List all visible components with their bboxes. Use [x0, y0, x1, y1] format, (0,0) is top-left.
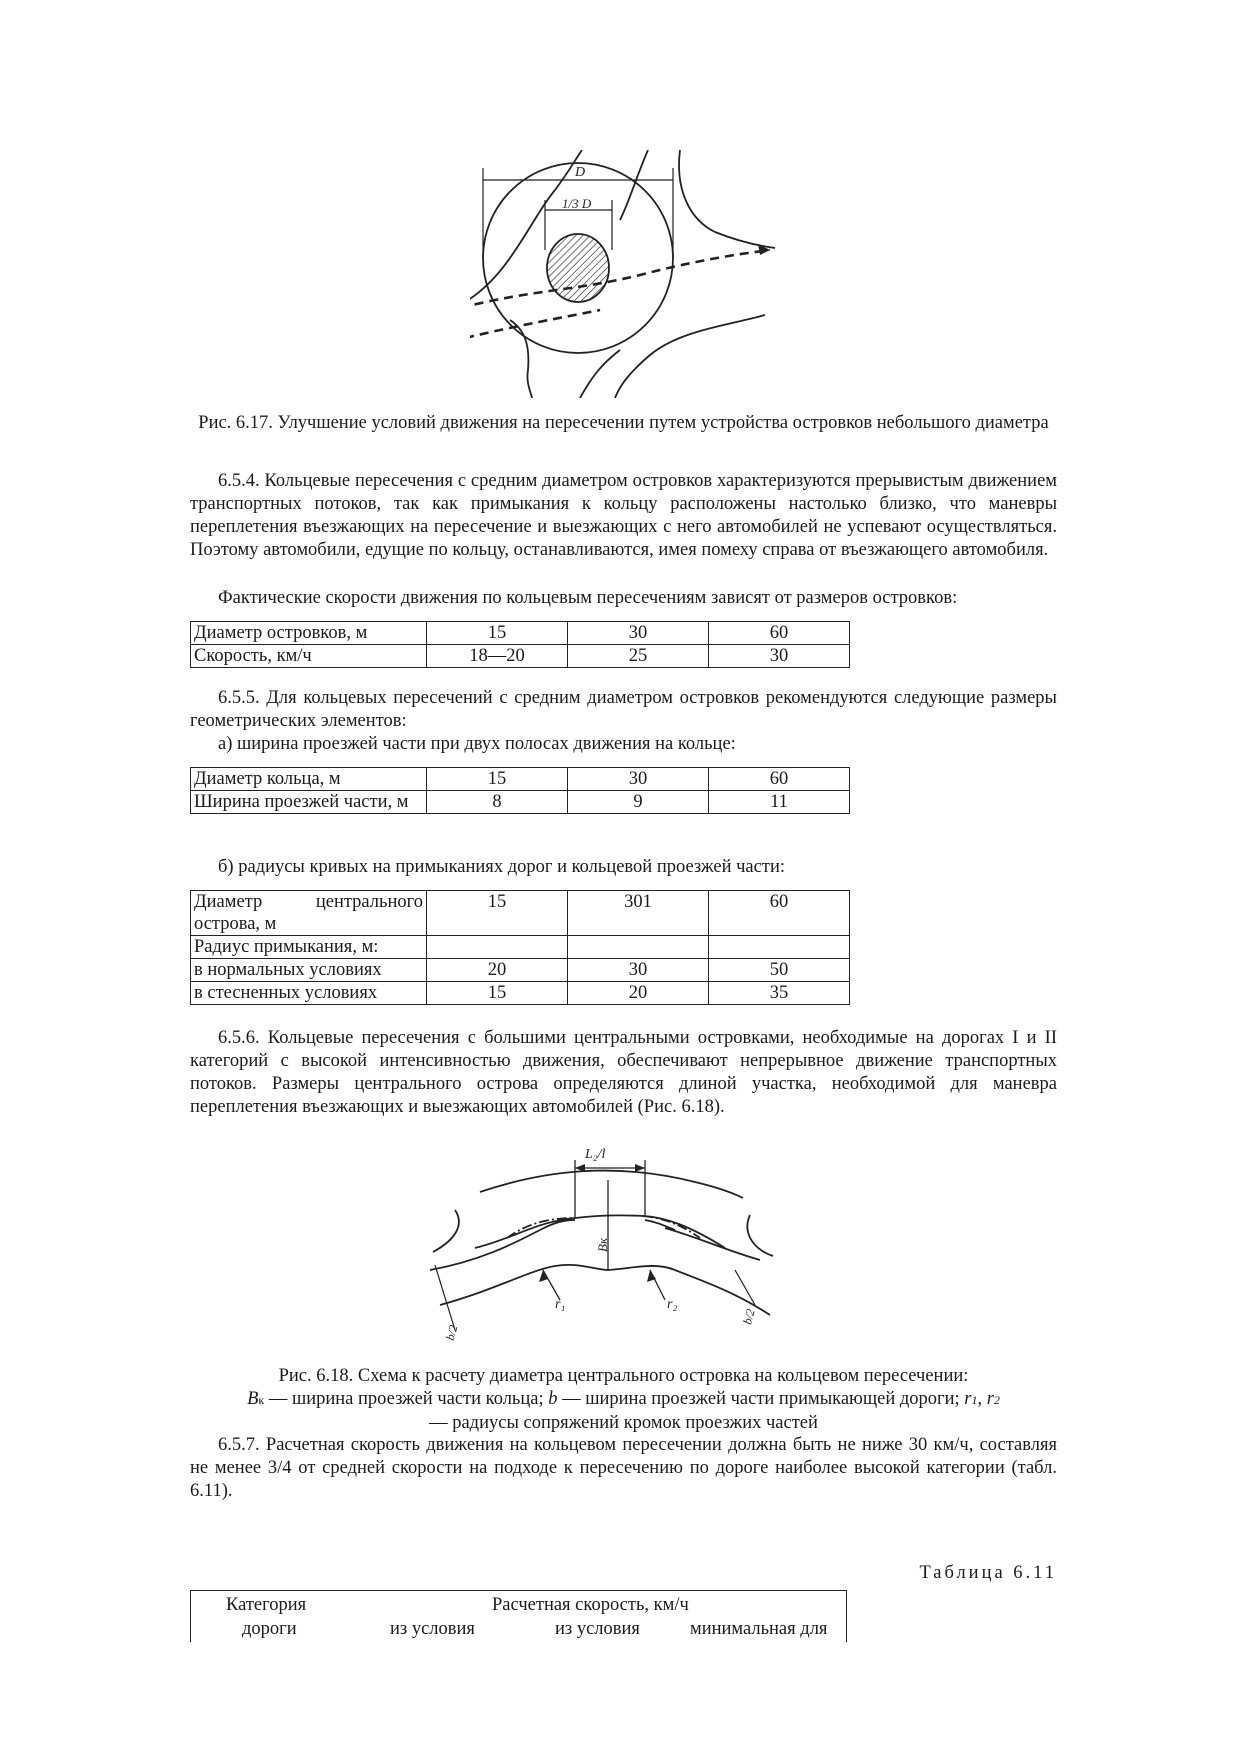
table-cell: Диаметр центрального острова, м [191, 891, 427, 936]
paragraph-6-5-7: 6.5.7. Расчетная скорость движения на кольцевом пересечении должна быть не ниже 30 км/ч, составляя не менее 3/4 от средней скорости на подходе к пересечению по дороге наиболее высокой категории (табл. 6.11). [190, 1435, 1057, 1501]
table-cell: 18—20 [427, 645, 568, 668]
figure-6-17-caption: Рис. 6.17. Улучшение условий движения на пересечении путем устройства островков небольшого диаметра [198, 413, 1049, 433]
column-header-speed: Расчетная скорость, км/ч [492, 1595, 689, 1615]
table-cell: 15 [427, 768, 568, 791]
ring-width-label: Bк [595, 1237, 610, 1252]
caption-separator: , [977, 1389, 987, 1409]
table-cell: 11 [709, 791, 850, 814]
column-header-category: Категория [226, 1595, 307, 1615]
table-cell: 15 [427, 982, 568, 1005]
caption-line-1: Рис. 6.18. Схема к расчету диаметра центрального островка на кольцевом пересечении: [278, 1366, 969, 1386]
ring-calculation-diagram [425, 1130, 825, 1350]
subheader-condition-1: из условия [390, 1619, 475, 1639]
intersection-diagram [470, 150, 780, 398]
table-curve-radii [190, 890, 850, 1005]
table-island-speed [190, 621, 850, 668]
subheader-condition-2: из условия [555, 1619, 640, 1639]
figure-6-18-caption [190, 1365, 1057, 1435]
half-width-left-label: b/2 [442, 1323, 461, 1342]
radius-r2-label: r₂ [667, 1297, 678, 1312]
paragraph-6-5-5: 6.5.5. Для кольцевых пересечений с средним диаметром островков рекомендуются следующие размеры геометрических элементов: [190, 688, 1057, 731]
table-cell: 9 [568, 791, 709, 814]
caption-r2-symbol: r [986, 1389, 994, 1409]
caption-bk-symbol: B [247, 1389, 259, 1409]
table-row [191, 936, 850, 959]
table-row [191, 768, 850, 791]
caption-b-symbol: b [548, 1389, 558, 1409]
diameter-label: D [575, 165, 586, 180]
caption-line-3: — радиусы сопряжений кромок проезжих частей [429, 1413, 818, 1433]
caption-line-2 [190, 1388, 1057, 1412]
table-row [191, 622, 850, 645]
figure-6-18 [425, 1130, 825, 1350]
table-cell [568, 936, 709, 959]
table-cell: 30 [568, 959, 709, 982]
caption-r1-subscript: 1 [971, 1393, 978, 1407]
table-row [191, 645, 850, 668]
half-width-right-label: b/2 [740, 1307, 758, 1326]
table-cell: Диаметр кольца, м [191, 768, 427, 791]
table-cell: 15 [427, 622, 568, 645]
table-cell: Диаметр островков, м [191, 622, 427, 645]
caption-r1-symbol: r [964, 1389, 972, 1409]
paragraph-speeds-intro: Фактические скорости движения по кольцевым пересечениям зависят от размеров островков: [218, 588, 958, 608]
table-cell [427, 936, 568, 959]
column-header-category-2: дороги [242, 1619, 297, 1639]
table-row [191, 959, 850, 982]
table-cell [709, 936, 850, 959]
table-cell: 30 [568, 768, 709, 791]
figure-6-17 [470, 150, 780, 398]
table-row [191, 982, 850, 1005]
table-cell: 25 [568, 645, 709, 668]
table-cell: 60 [709, 622, 850, 645]
subheader-minimum: минимальная для [690, 1619, 828, 1639]
table-cell: Радиус примыкания, м: [191, 936, 427, 959]
table-cell: 15 [427, 891, 568, 936]
table-cell: 35 [709, 982, 850, 1005]
table-border [190, 1590, 847, 1591]
table-cell: Скорость, км/ч [191, 645, 427, 668]
table-cell: в нормальных условиях [191, 959, 427, 982]
table-border [846, 1590, 847, 1642]
table-cell: в стесненных условиях [191, 982, 427, 1005]
paragraph-6-5-6: 6.5.6. Кольцевые пересечения с большими центральными островками, необходимые на дорогах I и II категорий с высокой интенсивностью движения, обеспечивают непрерывное движение транспортных потоков. Размеры центрального острова определяются длиной участка, необходимой для маневра переплетения въезжающих и выезжающих автомобилей (Рис. 6.18). [190, 1028, 1057, 1117]
inner-diameter-label: 1/3 D [562, 196, 592, 211]
table-cell: 301 [568, 891, 709, 936]
table-6-11-title: Таблица 6.11 [919, 1563, 1057, 1583]
table-6-11 [190, 1590, 847, 1640]
table-cell: 20 [427, 959, 568, 982]
paragraph-6-5-4: 6.5.4. Кольцевые пересечения с средним диаметром островков характеризуются прерывистым движением транспортных потоков, так как примыкания к кольцу расположены настолько близко, что маневры переплетения въезжающих на пересечение и выезжающих с него автомобилей не успевают осуществляться. Поэтому автомобили, едущие по кольцу, останавливаются, имея помеху справа от въезжающего автомобиля. [190, 471, 1057, 560]
table-row [191, 791, 850, 814]
radius-r1-label: r₁ [555, 1297, 566, 1312]
island-shape [547, 234, 609, 302]
caption-bk-subscript: к [258, 1393, 265, 1407]
table-cell: 60 [709, 891, 850, 936]
table-cell: 60 [709, 768, 850, 791]
table-row [191, 891, 850, 936]
table-cell: 30 [709, 645, 850, 668]
table-cell: 8 [427, 791, 568, 814]
table-roadway-width [190, 767, 850, 814]
table-border [190, 1590, 191, 1642]
segment-length-label: L₂/l [585, 1147, 606, 1162]
item-b: б) радиусы кривых на примыканиях дорог и кольцевой проезжей части: [218, 857, 785, 877]
item-a: а) ширина проезжей части при двух полосах движения на кольце: [218, 734, 736, 754]
caption-text: — ширина проезжей части примыкающей дороги; [557, 1389, 965, 1409]
table-cell: 50 [709, 959, 850, 982]
table-cell: Ширина проезжей части, м [191, 791, 427, 814]
caption-text: — ширина проезжей части кольца; [264, 1389, 549, 1409]
caption-r2-subscript: 2 [993, 1393, 1000, 1407]
table-cell: 20 [568, 982, 709, 1005]
table-cell: 30 [568, 622, 709, 645]
